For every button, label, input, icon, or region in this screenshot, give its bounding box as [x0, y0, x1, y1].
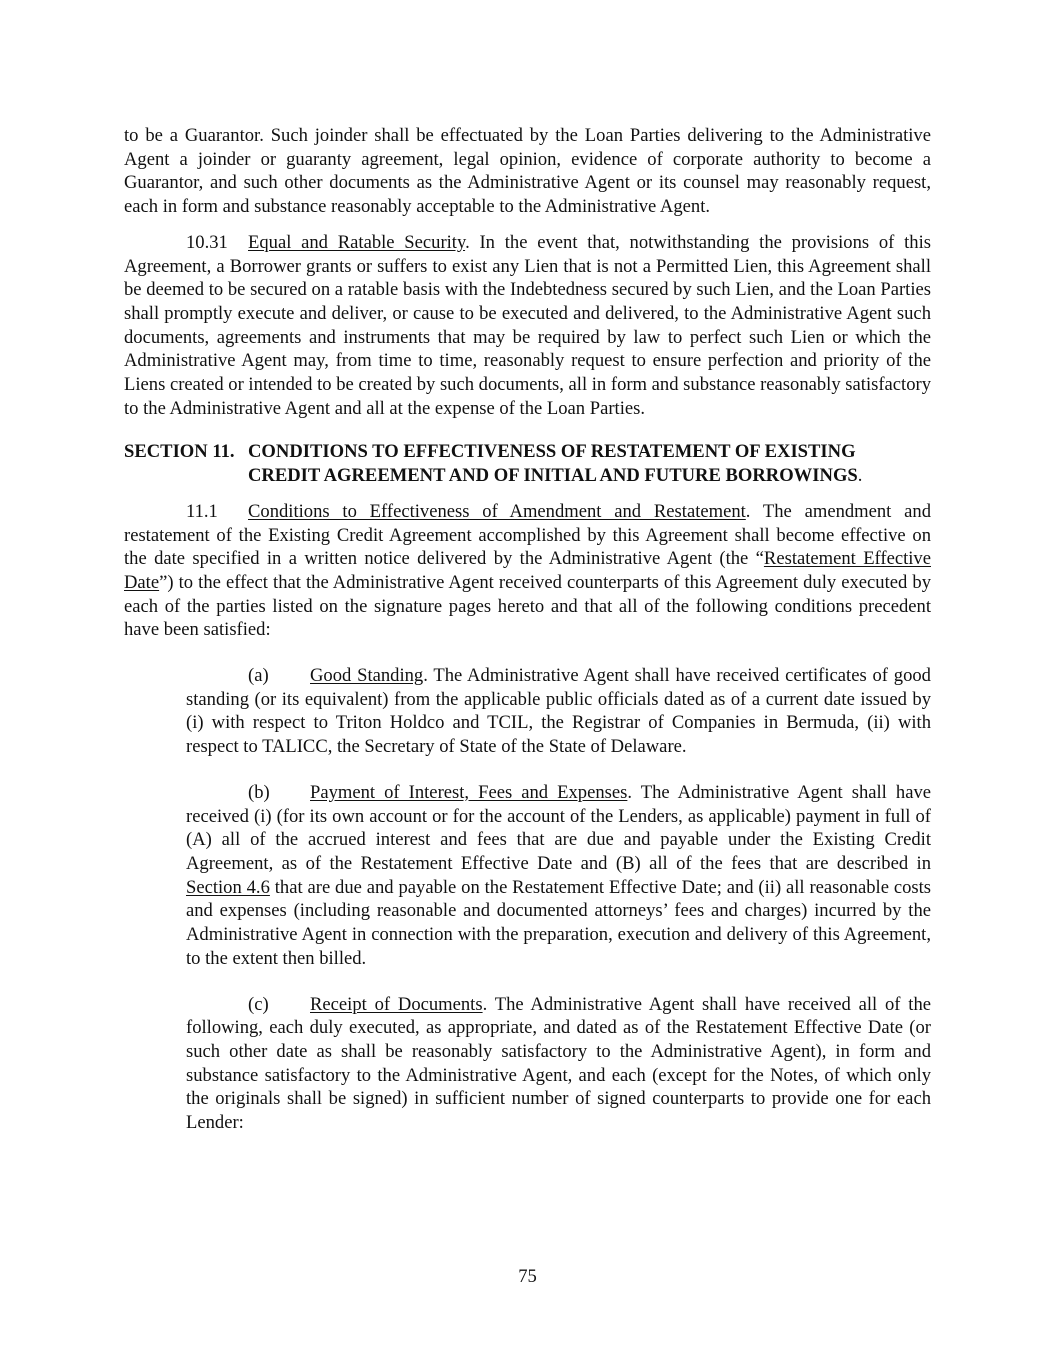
restatement-effective-date-term: Restatement Effective Date — [124, 548, 931, 593]
section-11-1-body-b: ”) to the effect that the Administrative Agent received counterparts of this Agreement duly executed by each of the parties listed on the signature pages hereto and that all of the following conditions precedent have been satisfied: — [124, 571, 931, 641]
section-11-1-body-a: . The amendment and restatement of the Existing Credit Agreement accomplished by this Agreement shall become effective on the date specified in a written notice delivered by the Administrative Agent (the “ — [124, 500, 931, 570]
page-number: 75 — [518, 1266, 537, 1287]
section-11-1-paragraph — [124, 500, 931, 642]
item-a-paragraph — [186, 664, 931, 759]
intro-paragraph: to be a Guarantor. Such joinder shall be effectuated by the Loan Parties delivering to the Administrative Agent a joinder or guaranty agreement, legal opinion, evidence of corporate authority to become a Guarantor, and such other documents as the Administrative Agent or its counsel may reasonably request, each in form and substance reasonably acceptable to the Administrative Agent. — [124, 125, 931, 218]
section-11-1-heading: Conditions to Effectiveness of Amendment and Restatement — [248, 500, 746, 522]
section-4-6-reference: Section 4.6 — [186, 876, 270, 898]
item-c-body: . The Administrative Agent shall have received all of the following, each duly executed, as appropriate, and dated as of the Restatement Effective Date (or such other date as shall be reasonably satisfactory to the Administrative Agent), in form and substance satisfactory to the Administrative Agent, and each (except for the Notes, of which only the originals shall be signed) in sufficient number of signed counterparts to provide one for each Lender: — [186, 993, 931, 1134]
item-a-label: (a) — [248, 665, 269, 687]
section-11-title-period: . — [857, 465, 863, 487]
section-10-31-number: 10.31 — [186, 231, 228, 253]
section-11-title: CONDITIONS TO EFFECTIVENESS OF RESTATEMENT OF EXISTING CREDIT AGREEMENT AND OF INITIAL AND FUTURE BORROWINGS — [248, 441, 858, 487]
section-11-heading — [124, 440, 931, 487]
item-b-paragraph — [186, 781, 931, 971]
section-10-31-body: . In the event that, notwithstanding the provisions of this Agreement, a Borrower grants or suffers to exist any Lien that is not a Permitted Lien, this Agreement shall be deemed to be secured on a ratable basis with the Indebtedness secured by such Lien, and the Loan Parties shall promptly execute and deliver, or cause to be executed and delivered, to the Administrative Agent such documents, agreements and instruments that may be required by law to perfect such Lien or which the Administrative Agent may, from time to time, reasonably request to ensure perfection and priority of the Liens created or intended to be created by such documents, all in form and substance reasonably satisfactory to the Administrative Agent and all at the expense of the Loan Parties. — [124, 231, 932, 419]
section-11-1-number: 11.1 — [186, 500, 218, 522]
item-a-heading: Good Standing — [310, 665, 424, 687]
section-10-31-heading: Equal and Ratable Security — [248, 231, 466, 253]
item-c-paragraph — [186, 993, 931, 1135]
section-10-31-paragraph — [124, 231, 931, 421]
item-b-body-b: that are due and payable on the Restatement Effective Date; and (ii) all reasonable costs and expenses (including reasonable and documented attorneys’ fees and charges) incurred by the Administrative Agent in connection with the preparation, execution and delivery of this Agreement, to the extent then billed. — [186, 876, 932, 969]
section-11-number: SECTION 11. — [124, 441, 235, 463]
item-b-heading: Payment of Interest, Fees and Expenses — [310, 781, 628, 803]
item-a-body: . The Administrative Agent shall have received certificates of good standing (or its equivalent) from the applicable public officials dated as of a current date issued by (i) with respect to Triton Holdco and TCIL, the Registrar of Companies in Bermuda, (ii) with respect to TALICC, the Secretary of State of the State of Delaware. — [186, 665, 931, 758]
item-c-heading: Receipt of Documents — [310, 993, 483, 1015]
item-c-label: (c) — [248, 993, 269, 1015]
section-11-title-block — [248, 440, 931, 487]
item-b-label: (b) — [248, 781, 270, 803]
item-b-body-a: . The Administrative Agent shall have received (i) (for its own account or for the account of the Lenders, as applicable) payment in full of (A) all of the accrued interest and fees that are due and payable under the Existing Credit Agreement, as of the Restatement Effective Date and (B) all of the fees that are described in — [186, 781, 931, 874]
page-content — [124, 124, 931, 1135]
